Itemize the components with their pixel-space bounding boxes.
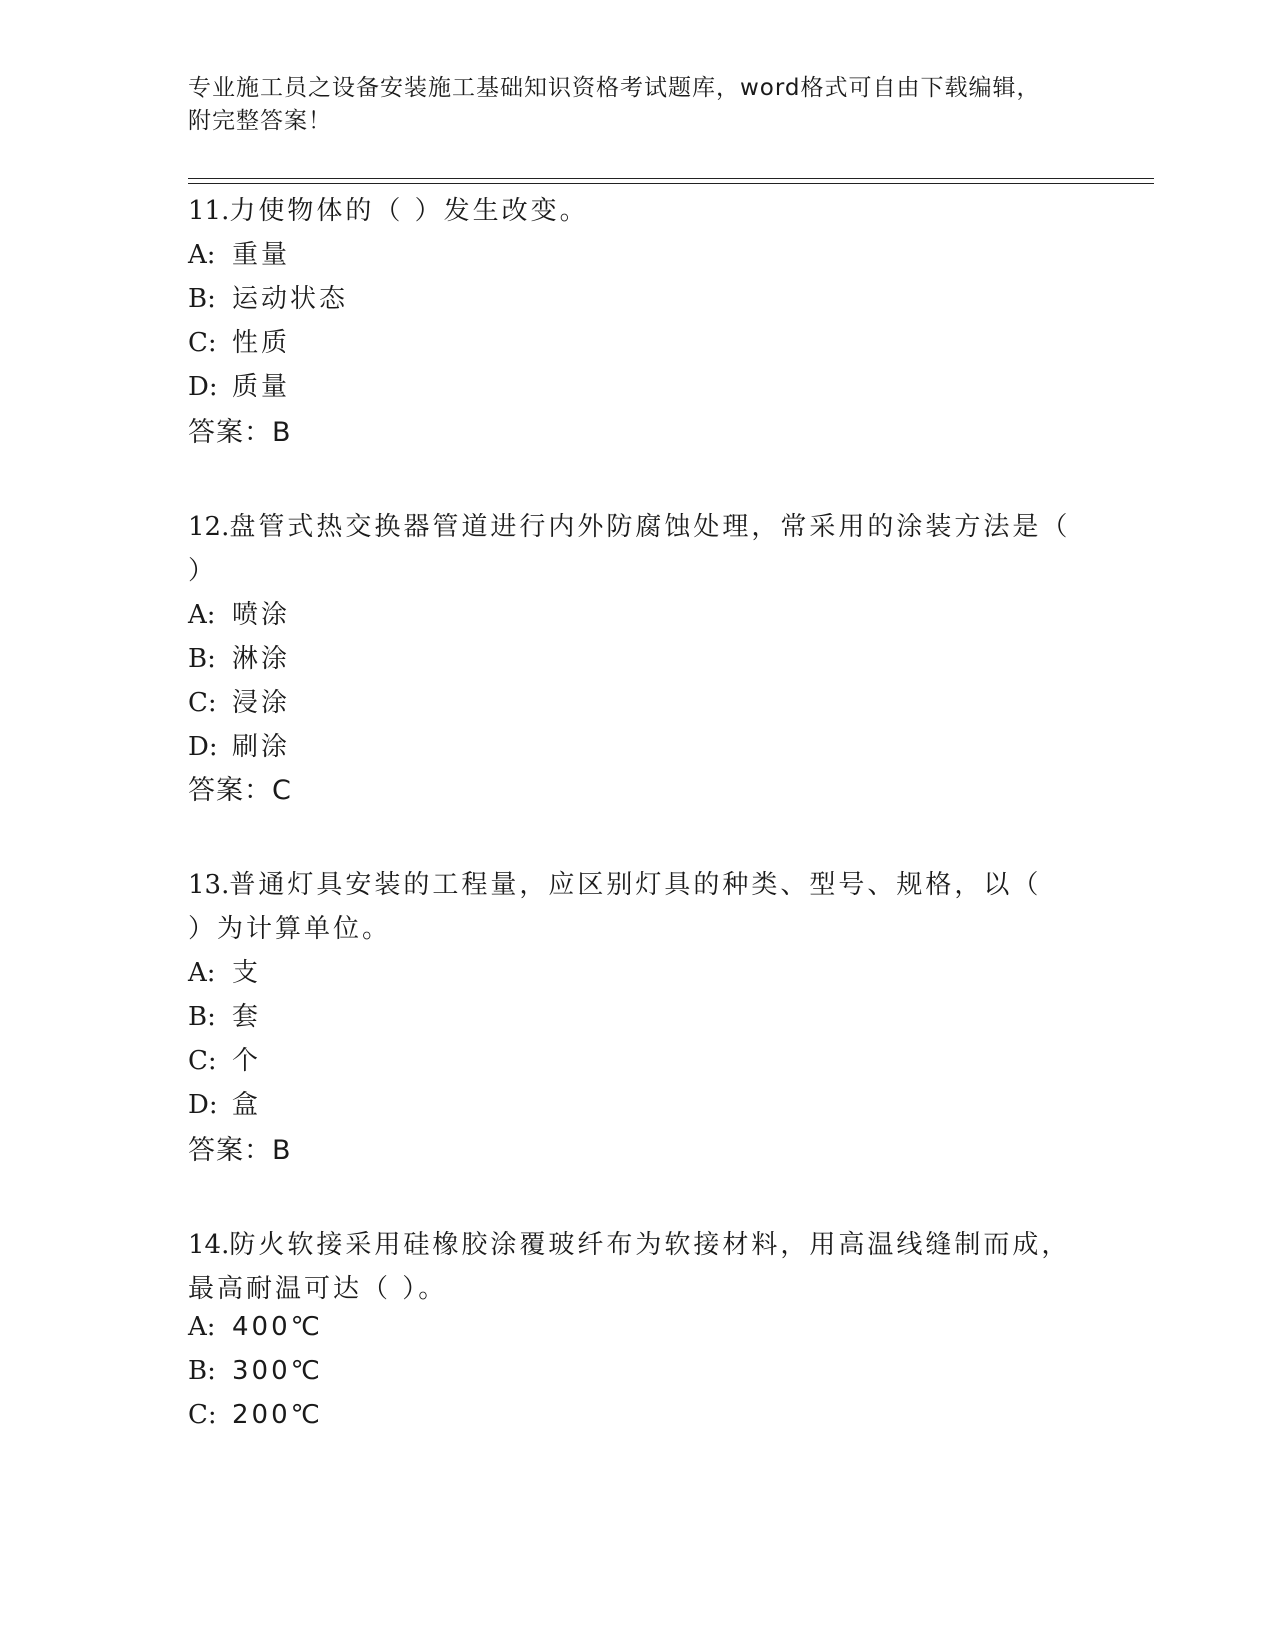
question-line: 防火软接采用硅橡胶涂覆玻纤布为软接材料，用高温线缝制而成，	[229, 1230, 1071, 1260]
question-12-text	[188, 506, 1070, 543]
question-12-option-c	[188, 682, 290, 719]
question-13-option-a	[188, 952, 261, 989]
option-text: 个	[232, 1046, 262, 1076]
header-divider-bottom	[188, 183, 1154, 184]
option-text: 质量	[232, 372, 291, 402]
question-13-text	[188, 864, 1041, 901]
option-text: 200℃	[232, 1400, 323, 1430]
option-text: 性质	[232, 328, 291, 358]
question-12-option-a	[188, 594, 290, 631]
question-14-option-a	[188, 1312, 323, 1342]
question-12-text-continued: ）	[188, 556, 218, 586]
question-11-answer: 答案：B	[188, 417, 292, 448]
question-line: 普通灯具安装的工程量，应区别灯具的种类、型号、规格，以（	[229, 870, 1042, 900]
option-text: 刷涂	[232, 732, 291, 762]
question-number: 14.	[188, 1230, 230, 1260]
question-11-text	[188, 190, 589, 227]
option-letter: B:	[188, 1002, 216, 1032]
option-text: 套	[232, 1002, 262, 1032]
header-line-2: 附完整答案！	[188, 108, 332, 134]
option-text: 300℃	[232, 1356, 323, 1386]
question-11-option-a	[188, 234, 290, 271]
page-header	[188, 72, 1088, 138]
option-text: 运动状态	[232, 284, 349, 314]
question-11-option-d	[188, 366, 290, 403]
question-line: 力使物体的（ ）发生改变。	[229, 196, 589, 226]
option-text: 400℃	[232, 1312, 323, 1342]
option-letter: D:	[188, 1090, 218, 1120]
option-letter: C:	[188, 1400, 217, 1430]
question-11-option-b	[188, 278, 348, 315]
option-text: 喷涂	[232, 600, 291, 630]
option-text: 支	[232, 958, 262, 988]
header-divider-top	[188, 178, 1154, 179]
question-14-text	[188, 1224, 1070, 1261]
option-letter: B:	[188, 284, 216, 314]
option-letter: B:	[188, 1356, 216, 1386]
question-13-option-b	[188, 996, 261, 1033]
question-14-option-b	[188, 1356, 323, 1386]
option-letter: A:	[188, 240, 216, 270]
question-number: 13.	[188, 870, 230, 900]
option-letter: D:	[188, 732, 218, 762]
question-14-text-continued: 最高耐温可达（ ）。	[188, 1274, 448, 1304]
option-text: 盒	[232, 1090, 262, 1120]
question-13-option-c	[188, 1040, 261, 1077]
option-text: 淋涂	[232, 644, 291, 674]
question-13-option-d	[188, 1084, 261, 1121]
question-line: 盘管式热交换器管道进行内外防腐蚀处理，常采用的涂装方法是（	[229, 512, 1071, 542]
option-letter: C:	[188, 1046, 217, 1076]
option-text: 浸涂	[232, 688, 291, 718]
option-letter: C:	[188, 688, 217, 718]
option-letter: A:	[188, 958, 216, 988]
question-13-text-continued: ）为计算单位。	[188, 914, 392, 944]
question-11-option-c	[188, 322, 290, 359]
question-number: 11.	[188, 196, 230, 226]
option-letter: C:	[188, 328, 217, 358]
option-letter: A:	[188, 1312, 216, 1342]
option-letter: D:	[188, 372, 218, 402]
question-12-option-d	[188, 726, 290, 763]
question-number: 12.	[188, 512, 230, 542]
question-14-option-c	[188, 1400, 323, 1430]
option-letter: B:	[188, 644, 216, 674]
question-13-answer: 答案：B	[188, 1135, 292, 1166]
header-line-1: 专业施工员之设备安装施工基础知识资格考试题库，word格式可自由下载编辑，	[188, 75, 1041, 101]
question-12-answer: 答案：C	[188, 775, 292, 806]
option-text: 重量	[232, 240, 291, 270]
option-letter: A:	[188, 600, 216, 630]
question-12-option-b	[188, 638, 290, 675]
